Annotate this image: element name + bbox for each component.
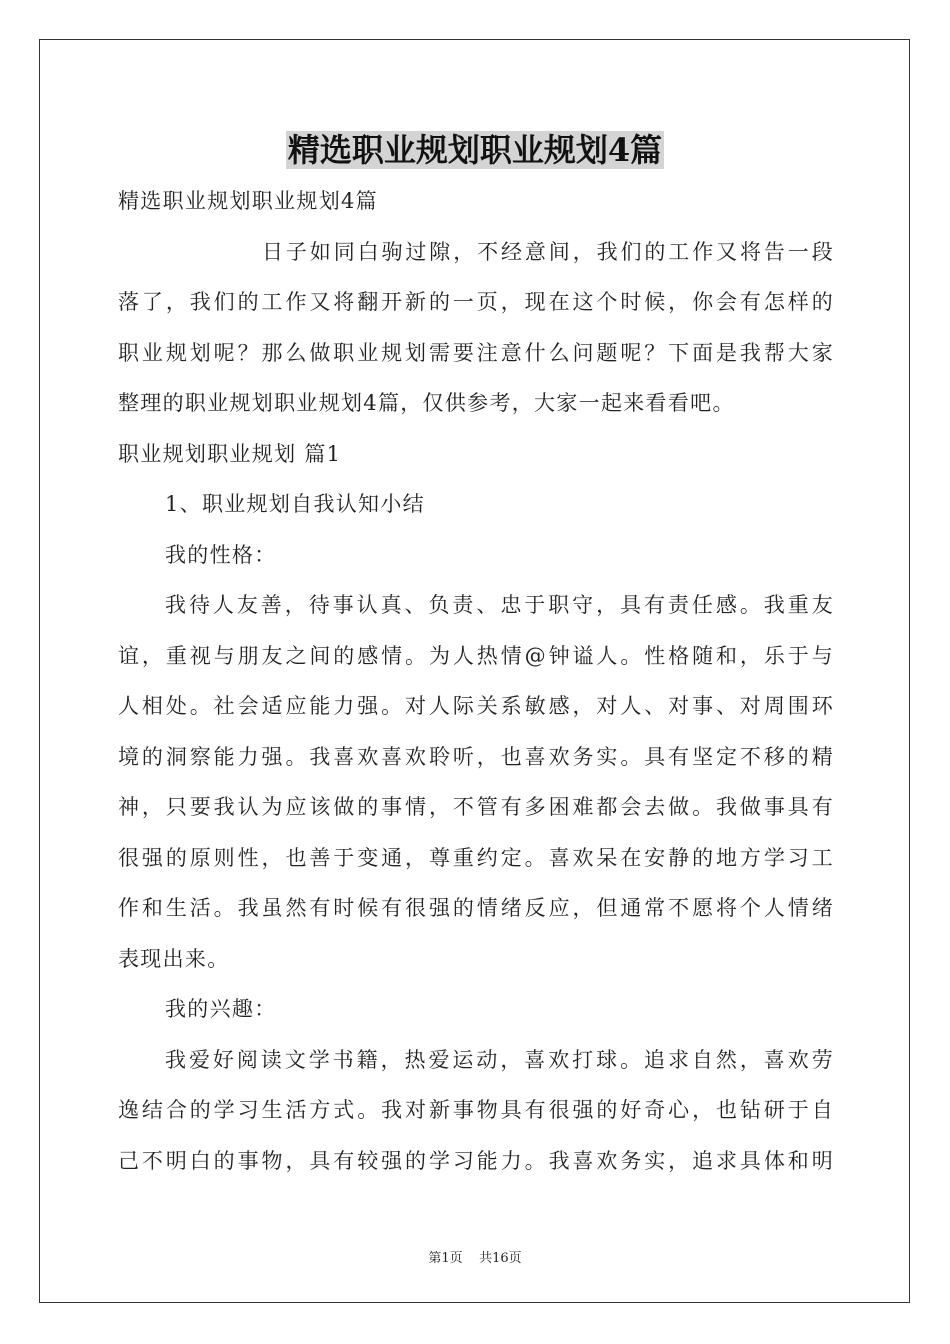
subsection-heading: 1、职业规划自我认知小结 <box>165 492 425 516</box>
personality-label: 我的性格： <box>165 542 277 567</box>
intro-line-1: 日子如同白驹过隙，不经意间，我们的工作又将告一段 <box>262 239 834 264</box>
personality-line-5: 神，只要我认为应该做的事情，不管有多困难都会去做。我做事具有 <box>118 795 834 819</box>
personality-line-6: 很强的原则性，也善于变通，尊重约定。喜欢呆在安静的地方学习工 <box>118 845 834 870</box>
document-body <box>118 176 834 1186</box>
interest-line-2: 逸结合的学习生活方式。我对新事物具有很强的好奇心，也钻研于自 <box>118 1098 834 1122</box>
subtitle-line: 精选职业规划职业规划4篇 <box>118 189 378 213</box>
document-title-text: 精选职业规划职业规划4篇 <box>287 131 663 169</box>
personality-line-1: 我待人友善，待事认真、负责、忠于职守，具有责任感。我重友 <box>165 593 834 617</box>
interest-line-1: 我爱好阅读文学书籍，热爱运动，喜欢打球。追求自然，喜欢劳 <box>165 1047 834 1072</box>
personality-line-8: 表现出来。 <box>118 946 230 971</box>
personality-line-3: 人相处。社会适应能力强。对人际关系敏感，对人、对事、对周围环 <box>118 694 834 718</box>
intro-line-2: 落了，我们的工作又将翻开新的一页，现在这个时候，你会有怎样的 <box>118 290 834 314</box>
personality-line-4: 境的洞察能力强。我喜欢喜欢聆听，也喜欢务实。具有坚定不移的精 <box>118 744 834 769</box>
interest-line-3: 己不明白的事物，具有较强的学习能力。我喜欢务实，追求具体和明 <box>118 1148 834 1173</box>
personality-line-7: 作和生活。我虽然有时候有很强的情绪反应，但通常不愿将个人情绪 <box>118 896 834 920</box>
personality-line-2: 谊，重视与朋友之间的感情。为人热情@钟谥人。性格随和，乐于与 <box>118 643 834 668</box>
section-heading: 职业规划职业规划 篇1 <box>118 441 342 466</box>
interest-label: 我的兴趣： <box>165 997 277 1021</box>
page-footer: 第1页 共16页 <box>428 1251 522 1266</box>
intro-line-4: 整理的职业规划职业规划4篇，仅供参考，大家一起来看看吧。 <box>118 391 735 415</box>
document-title <box>0 128 950 172</box>
intro-line-3: 职业规划呢？那么做职业规划需要注意什么问题呢？下面是我帮大家 <box>118 340 834 365</box>
